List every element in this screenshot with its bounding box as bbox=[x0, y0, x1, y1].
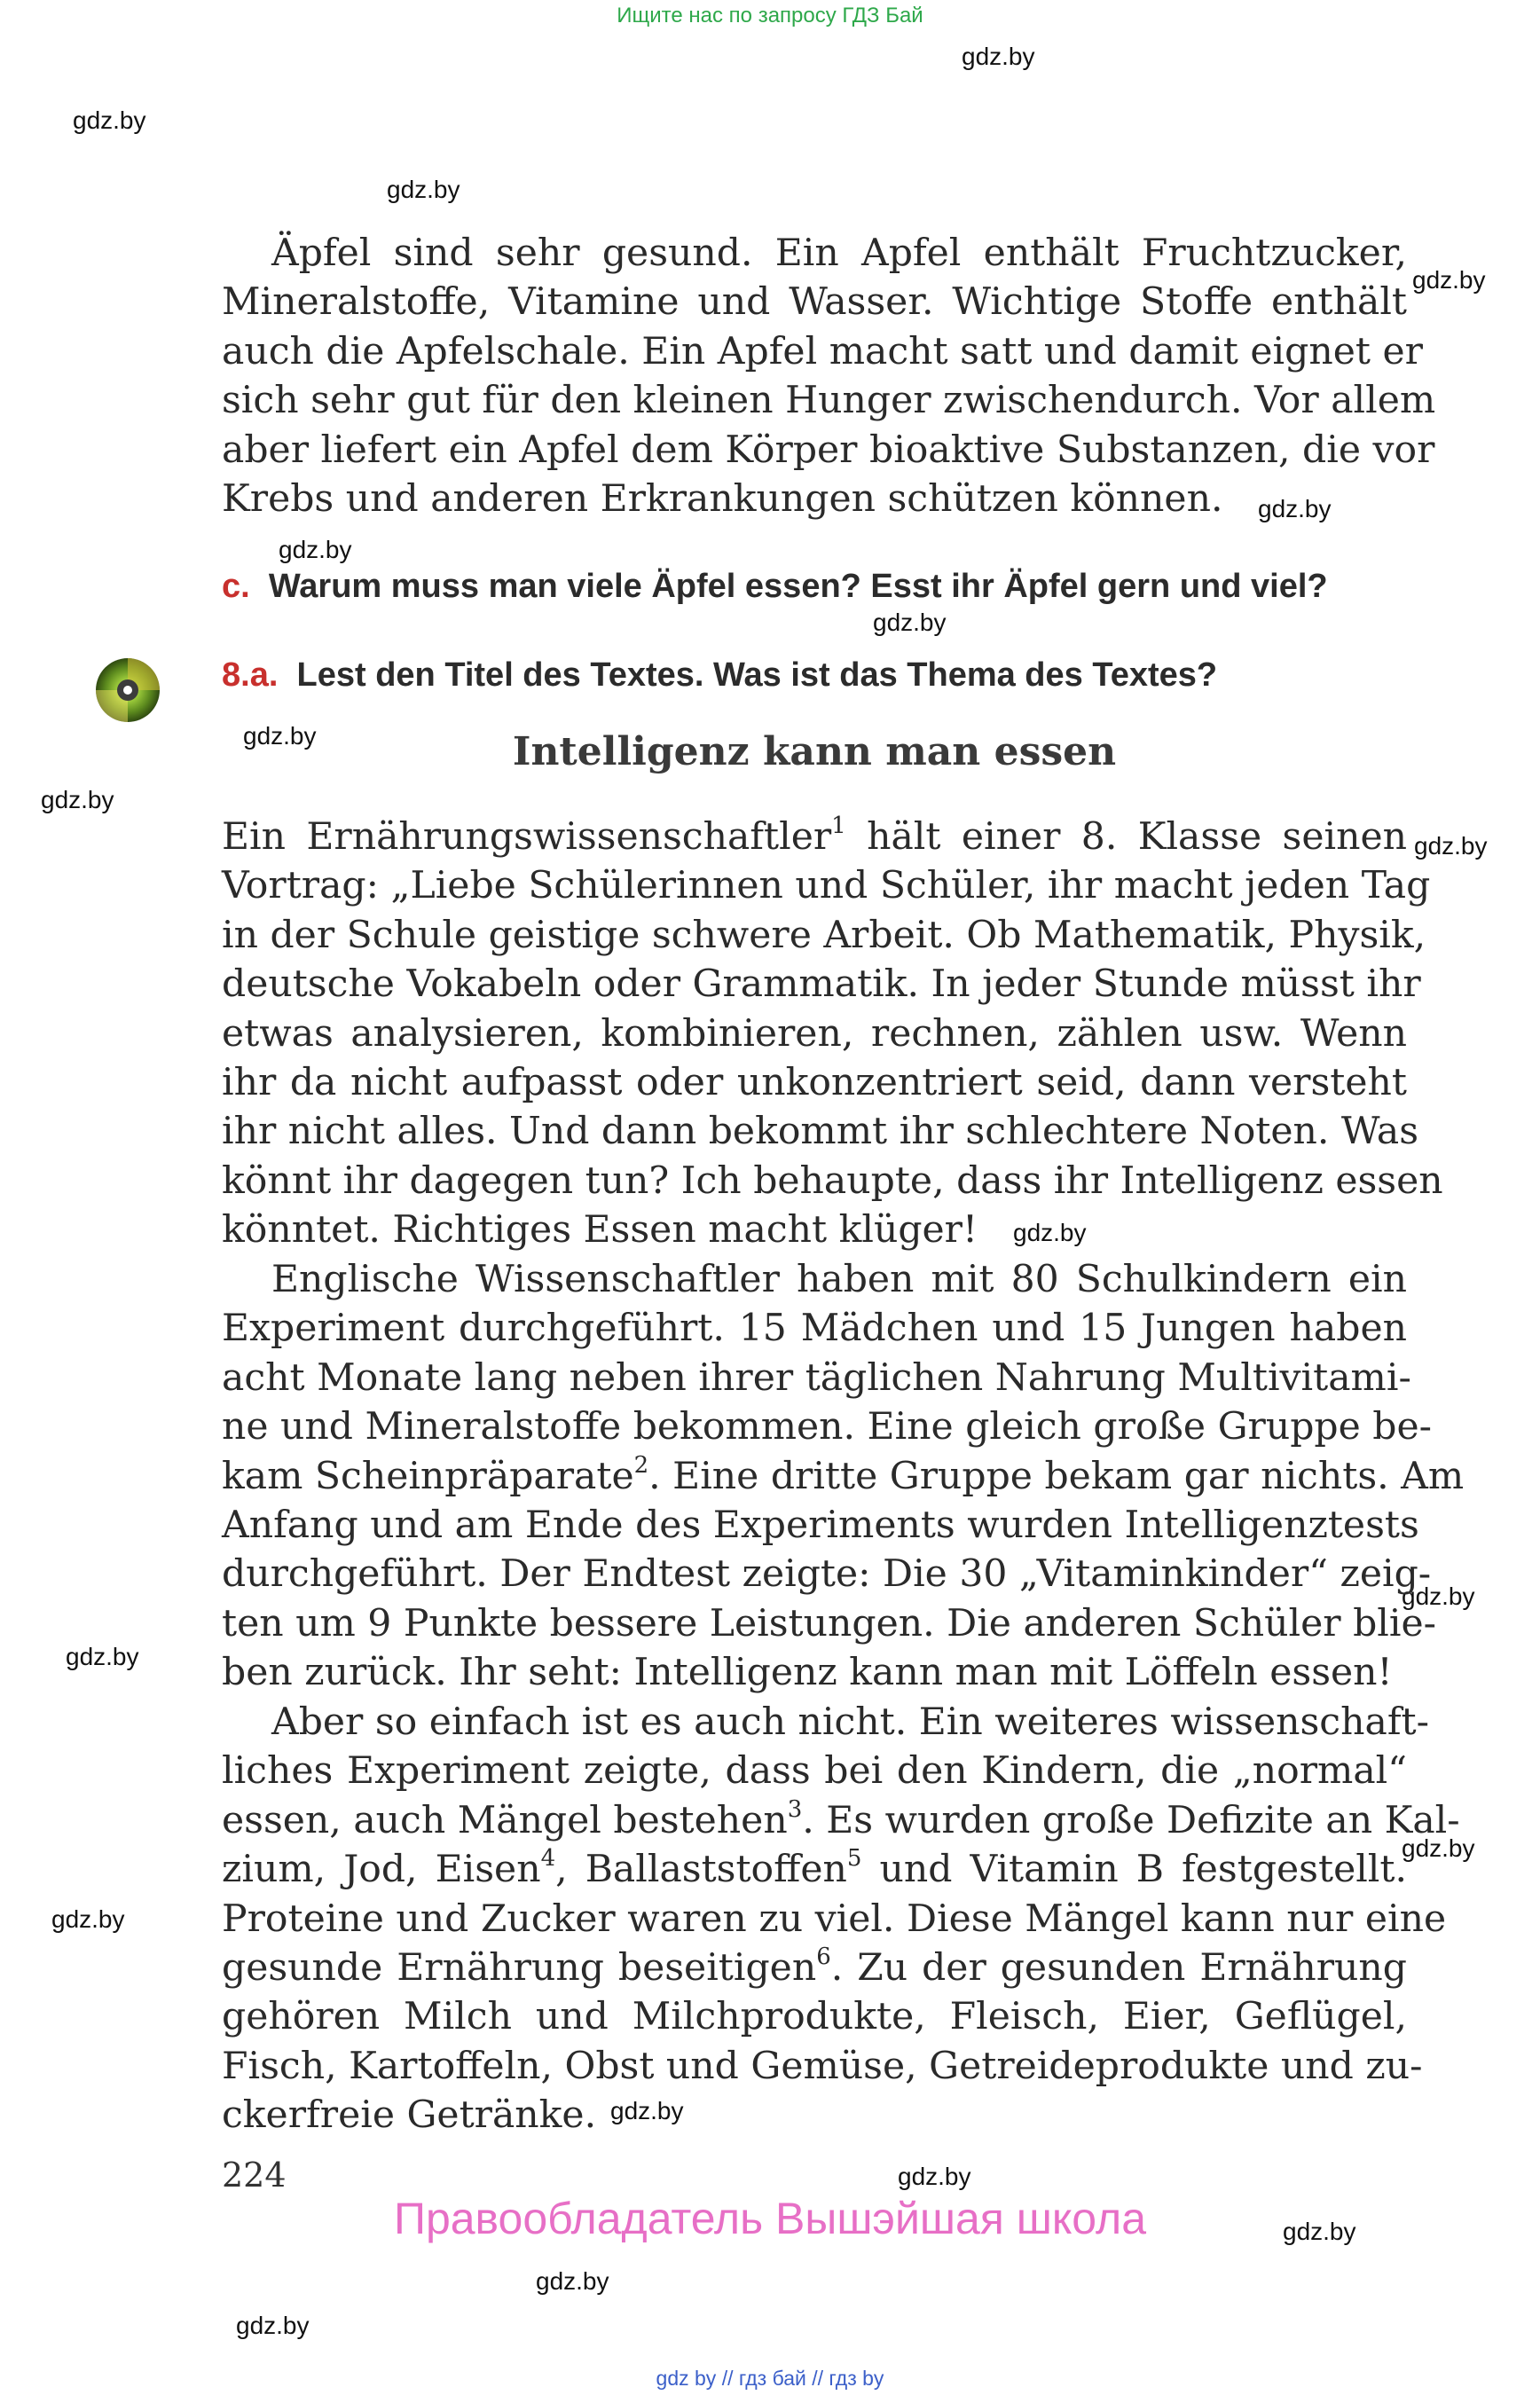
text-line: Äpfel sind sehr gesund. Ein Apfel enthält Fruchtzucker, bbox=[271, 232, 1407, 275]
footnote-ref: 2 bbox=[633, 1451, 649, 1479]
text-line: sich sehr gut für den kleinen Hunger zwischendurch. Vor allem bbox=[222, 379, 1436, 423]
text-line: acht Monate lang neben ihrer täglichen Nahrung Multivitami- bbox=[222, 1355, 1411, 1400]
watermark: gdz.by bbox=[898, 2163, 971, 2190]
text-line: auch die Apfelschale. Ein Apfel macht satt und damit eignet er bbox=[222, 329, 1423, 373]
text-line: Proteine und Zucker waren zu viel. Diese Mängel kann nur eine bbox=[222, 1896, 1447, 1941]
text-line: gesunde Ernährung beseitigen$^6$. Zu der gesunden Ernährung bbox=[222, 1944, 1408, 1991]
text-line: deutsche Vokabeln oder Grammatik. In jeder Stunde müsst ihr bbox=[222, 962, 1421, 1007]
text-line: Aber so einfach ist es auch nicht. Ein weiteres wissenschaft- bbox=[271, 1700, 1429, 1744]
watermark: gdz.by bbox=[1258, 495, 1332, 522]
watermark: gdz.by bbox=[236, 2312, 310, 2339]
text-line: ne und Mineralstoffe bekommen. Eine gleich große Gruppe be- bbox=[222, 1405, 1433, 1449]
watermark: gdz.by bbox=[1402, 1834, 1475, 1862]
text-line: essen, auch Mängel bestehen$^3$. Es wurden große Defizite an Kal- bbox=[222, 1795, 1460, 1842]
watermark: gdz.by bbox=[873, 609, 947, 636]
text-line: aber liefert ein Apfel dem Körper bioaktive Substanzen, die vor bbox=[222, 428, 1435, 472]
text-line: Vortrag: „Liebe Schülerinnen und Schüler, ihr macht jeden Tag bbox=[222, 864, 1431, 908]
watermark: gdz.by bbox=[962, 43, 1035, 70]
text-line: etwas analysieren, kombinieren, rechnen, zählen usw. Wenn bbox=[222, 1011, 1407, 1056]
text-line: ihr da nicht aufpasst oder unkonzentriert seid, dann versteht bbox=[222, 1061, 1407, 1105]
task-8a bbox=[222, 656, 1217, 695]
watermark: gdz.by bbox=[1283, 2218, 1356, 2245]
text-line: Anfang und am Ende des Experiments wurden Intelligenztests bbox=[222, 1504, 1419, 1548]
watermark: gdz.by bbox=[41, 786, 114, 813]
watermark: gdz.by bbox=[73, 106, 146, 134]
watermark: gdz.by bbox=[1013, 1219, 1087, 1246]
watermark: gdz.by bbox=[51, 1905, 125, 1933]
text-line: Krebs und anderen Erkrankungen schützen können. bbox=[222, 477, 1223, 522]
rights-holder: Правообладатель Вышэйшая школа bbox=[394, 2194, 1146, 2243]
watermark: gdz.by bbox=[1414, 832, 1488, 860]
task-text: Lest den Titel des Textes. Was ist das Thema des Textes? bbox=[296, 656, 1218, 694]
task-number: 8.a. bbox=[222, 656, 279, 694]
footnote-ref: 1 bbox=[831, 813, 846, 839]
text-line: ckerfreie Getränke. bbox=[222, 2093, 597, 2138]
text-line: zium, Jod, Eisen$^4$, Ballaststoffen$^5$ und Vitamin B festgestellt. bbox=[222, 1845, 1407, 1892]
task-text: Warum muss man viele Äpfel essen? Esst ihr Äpfel gern und viel? bbox=[268, 568, 1328, 605]
bottom-links[interactable]: gdz by // гдз бай // гдз by bbox=[656, 2367, 884, 2390]
text-line: kam Scheinpräparate$^2$. Eine dritte Gruppe bekam gar nichts. Am bbox=[222, 1451, 1465, 1498]
text-line: liches Experiment zeigte, dass bei den Kindern, die „normal“ bbox=[222, 1749, 1407, 1794]
watermark: gdz.by bbox=[536, 2267, 609, 2295]
text-line: ten um 9 Punkte bessere Leistungen. Die anderen Schüler blie- bbox=[222, 1601, 1437, 1645]
watermark: gdz.by bbox=[387, 176, 460, 203]
text-line: Mineralstoffe, Vitamine und Wasser. Wichtige Stoffe enthält bbox=[222, 280, 1407, 325]
footnote-ref: 6 bbox=[816, 1944, 831, 1971]
top-search-link[interactable]: Ищите нас по запросу ГДЗ Бай bbox=[617, 4, 923, 27]
article-title: Intelligenz kann man essen bbox=[512, 729, 1117, 774]
apples-paragraph bbox=[222, 229, 1436, 523]
text-line: ben zurück. Ihr seht: Intelligenz kann man mit Löffeln essen! bbox=[222, 1651, 1393, 1695]
article-paragraph-1 bbox=[222, 813, 1443, 1255]
watermark: gdz.by bbox=[610, 2097, 684, 2124]
task-c bbox=[222, 568, 1328, 606]
text-line: Ein Ernährungswissenschaftler$^1$ hält einer 8. Klasse seinen bbox=[222, 813, 1407, 859]
task-number: c. bbox=[222, 568, 250, 605]
text-line: Englische Wissenschaftler haben mit 80 Schulkindern ein bbox=[271, 1258, 1407, 1301]
footnote-ref: 5 bbox=[846, 1845, 862, 1873]
text-line: könnt ihr dagegen tun? Ich behaupte, dass ihr Intelligenz essen bbox=[222, 1158, 1443, 1203]
text-line: in der Schule geistige schwere Arbeit. Ob Mathematik, Physik, bbox=[222, 913, 1426, 957]
text-line: Experiment durchgeführt. 15 Mädchen und 15 Jungen haben bbox=[222, 1307, 1407, 1351]
text-line: Fisch, Kartoffeln, Obst und Gemüse, Getreideprodukte und zu- bbox=[222, 2044, 1423, 2088]
text-line: könntet. Richtiges Essen macht klüger! bbox=[222, 1208, 978, 1253]
page-number: 224 bbox=[222, 2156, 287, 2195]
watermark: gdz.by bbox=[243, 722, 317, 750]
watermark: gdz.by bbox=[66, 1643, 139, 1670]
watermark: gdz.by bbox=[1412, 266, 1486, 294]
watermark: gdz.by bbox=[1402, 1582, 1475, 1610]
watermark: gdz.by bbox=[279, 536, 352, 563]
audio-cd-icon[interactable] bbox=[94, 656, 161, 724]
text-line: ihr nicht alles. Und dann bekommt ihr schlechtere Noten. Was bbox=[222, 1110, 1419, 1154]
footnote-ref: 4 bbox=[540, 1845, 556, 1873]
footnote-ref: 3 bbox=[787, 1795, 803, 1823]
text-line: durchgeführt. Der Endtest zeigte: Die 30 „Vitaminkinder“ zeig- bbox=[222, 1552, 1432, 1597]
text-line: gehören Milch und Milchprodukte, Fleisch, Eier, Geflügel, bbox=[222, 1995, 1407, 2039]
